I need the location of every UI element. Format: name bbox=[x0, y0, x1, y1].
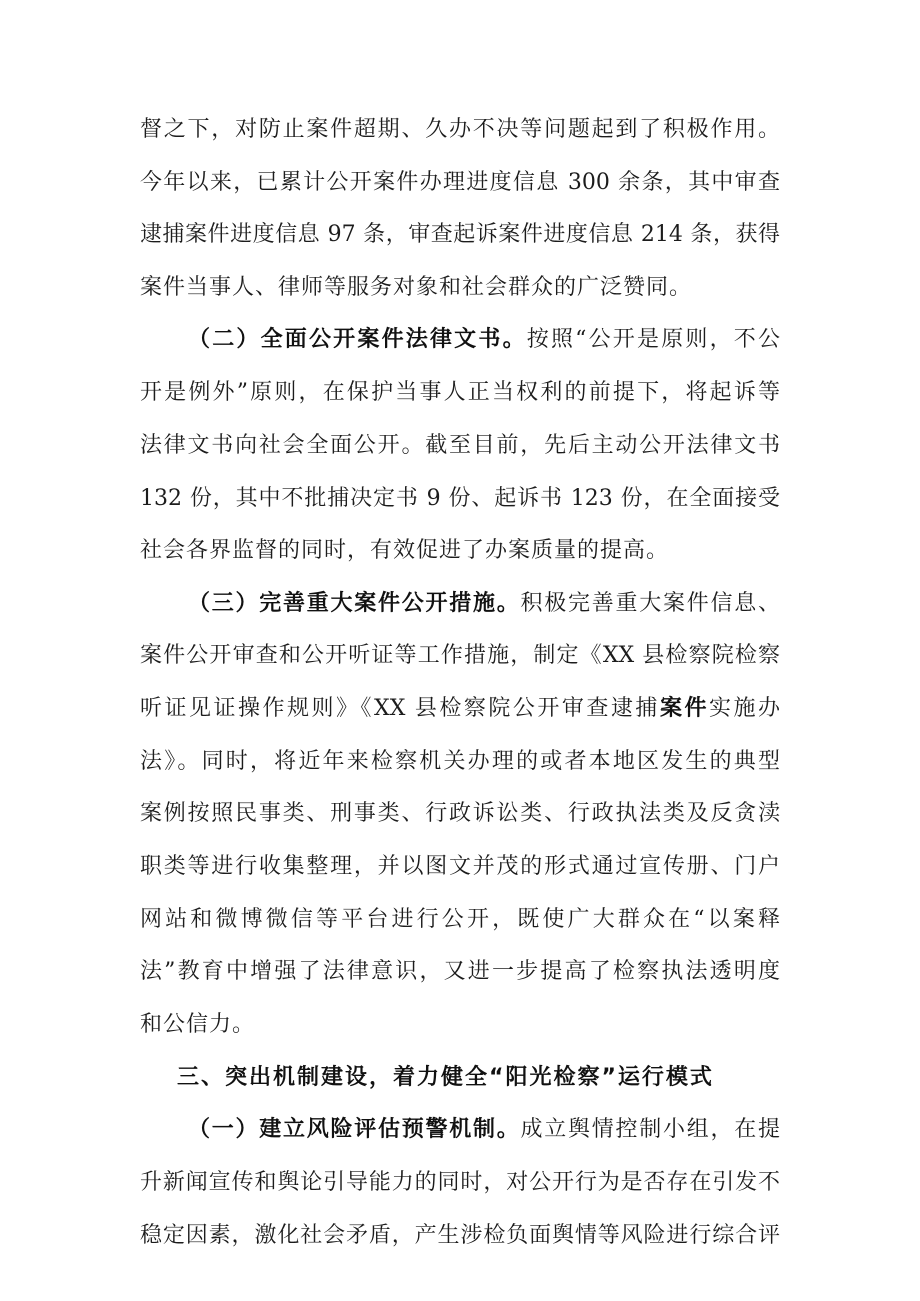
text-line bbox=[188, 324, 780, 356]
text-line bbox=[140, 640, 780, 672]
text-line bbox=[188, 588, 780, 620]
text-run: 和公信力。 bbox=[140, 1012, 256, 1037]
text-line bbox=[140, 1167, 780, 1199]
text-run: 开是例外”原则，在保护当事人正当权利的前提下，将起诉等 bbox=[140, 380, 780, 405]
text-run: 逮捕案件进度信息 97 条，审查起诉案件进度信息 214 条，获得 bbox=[140, 222, 780, 247]
text-line bbox=[140, 1009, 780, 1041]
text-run: 案例按照民事类、刑事类、行政诉讼类、行政执法类及反贪渎 bbox=[140, 801, 780, 826]
text-run: 听证见证操作规则》《XX 县检察院公开审查逮捕 bbox=[140, 696, 660, 721]
text-line bbox=[140, 377, 780, 409]
subsection-heading: （一）建立风险评估预警机制。 bbox=[188, 1117, 521, 1142]
text-line bbox=[140, 798, 780, 830]
text-run: 法》。同时，将近年来检察机关办理的或者本地区发生的典型 bbox=[140, 749, 780, 774]
text-line bbox=[140, 483, 780, 515]
text-run: 132 份，其中不批捕决定书 9 份、起诉书 123 份，在全面接受 bbox=[140, 486, 780, 511]
text-run: 稳定因素，激化社会矛盾，产生涉检负面舆情等风险进行综合评 bbox=[140, 1223, 780, 1248]
text-line bbox=[140, 693, 780, 725]
text-run: 今年以来，已累计公开案件办理进度信息 300 余条，其中审查 bbox=[140, 170, 780, 195]
text-run: 法律文书向社会全面公开。截至目前，先后主动公开法律文书 bbox=[140, 433, 780, 458]
text-run: 积极完善重大案件信息、 bbox=[520, 591, 780, 616]
text-run: 法”教育中增强了法律意识，又进一步提高了检察执法透明度 bbox=[140, 959, 780, 984]
text-line bbox=[140, 219, 780, 251]
text-run: 督之下，对防止案件超期、久办不决等问题起到了积极作用。 bbox=[140, 117, 780, 142]
text-run: 按照“公开是原则，不公 bbox=[526, 327, 780, 352]
text-line bbox=[140, 746, 780, 778]
highlighted-word: 案件 bbox=[659, 696, 709, 721]
text-line bbox=[140, 1220, 780, 1252]
subsection-heading: （二）全面公开案件法律文书。 bbox=[188, 327, 527, 352]
text-line bbox=[188, 1114, 780, 1146]
text-line bbox=[140, 535, 780, 567]
text-run: 案件公开审查和公开听证等工作措施，制定《XX 县检察院检察 bbox=[140, 643, 780, 668]
text-line bbox=[140, 167, 780, 199]
section-heading: 三、突出机制建设，着力健全“阳光检察”运行模式 bbox=[177, 1065, 714, 1090]
text-run: 实施办 bbox=[708, 696, 780, 721]
text-run: 升新闻宣传和舆论引导能力的同时，对公开行为是否存在引发不 bbox=[140, 1170, 780, 1195]
text-run: 成立舆情控制小组，在提 bbox=[520, 1117, 780, 1142]
text-line bbox=[140, 851, 780, 883]
text-line bbox=[140, 272, 780, 304]
subsection-heading: （三）完善重大案件公开措施。 bbox=[188, 591, 521, 616]
text-run: 案件当事人、律师等服务对象和社会群众的广泛赞同。 bbox=[140, 275, 693, 300]
text-line bbox=[140, 430, 780, 462]
text-run: 社会各界监督的同时，有效促进了办案质量的提高。 bbox=[140, 538, 670, 563]
text-line bbox=[140, 956, 780, 988]
text-line bbox=[140, 904, 780, 936]
text-line bbox=[140, 114, 780, 146]
text-run: 网站和微博微信等平台进行公开，既使广大群众在“以案释 bbox=[140, 907, 780, 932]
text-run: 职类等进行收集整理，并以图文并茂的形式通过宣传册、门户 bbox=[140, 854, 780, 879]
section-heading-line bbox=[177, 1062, 777, 1094]
